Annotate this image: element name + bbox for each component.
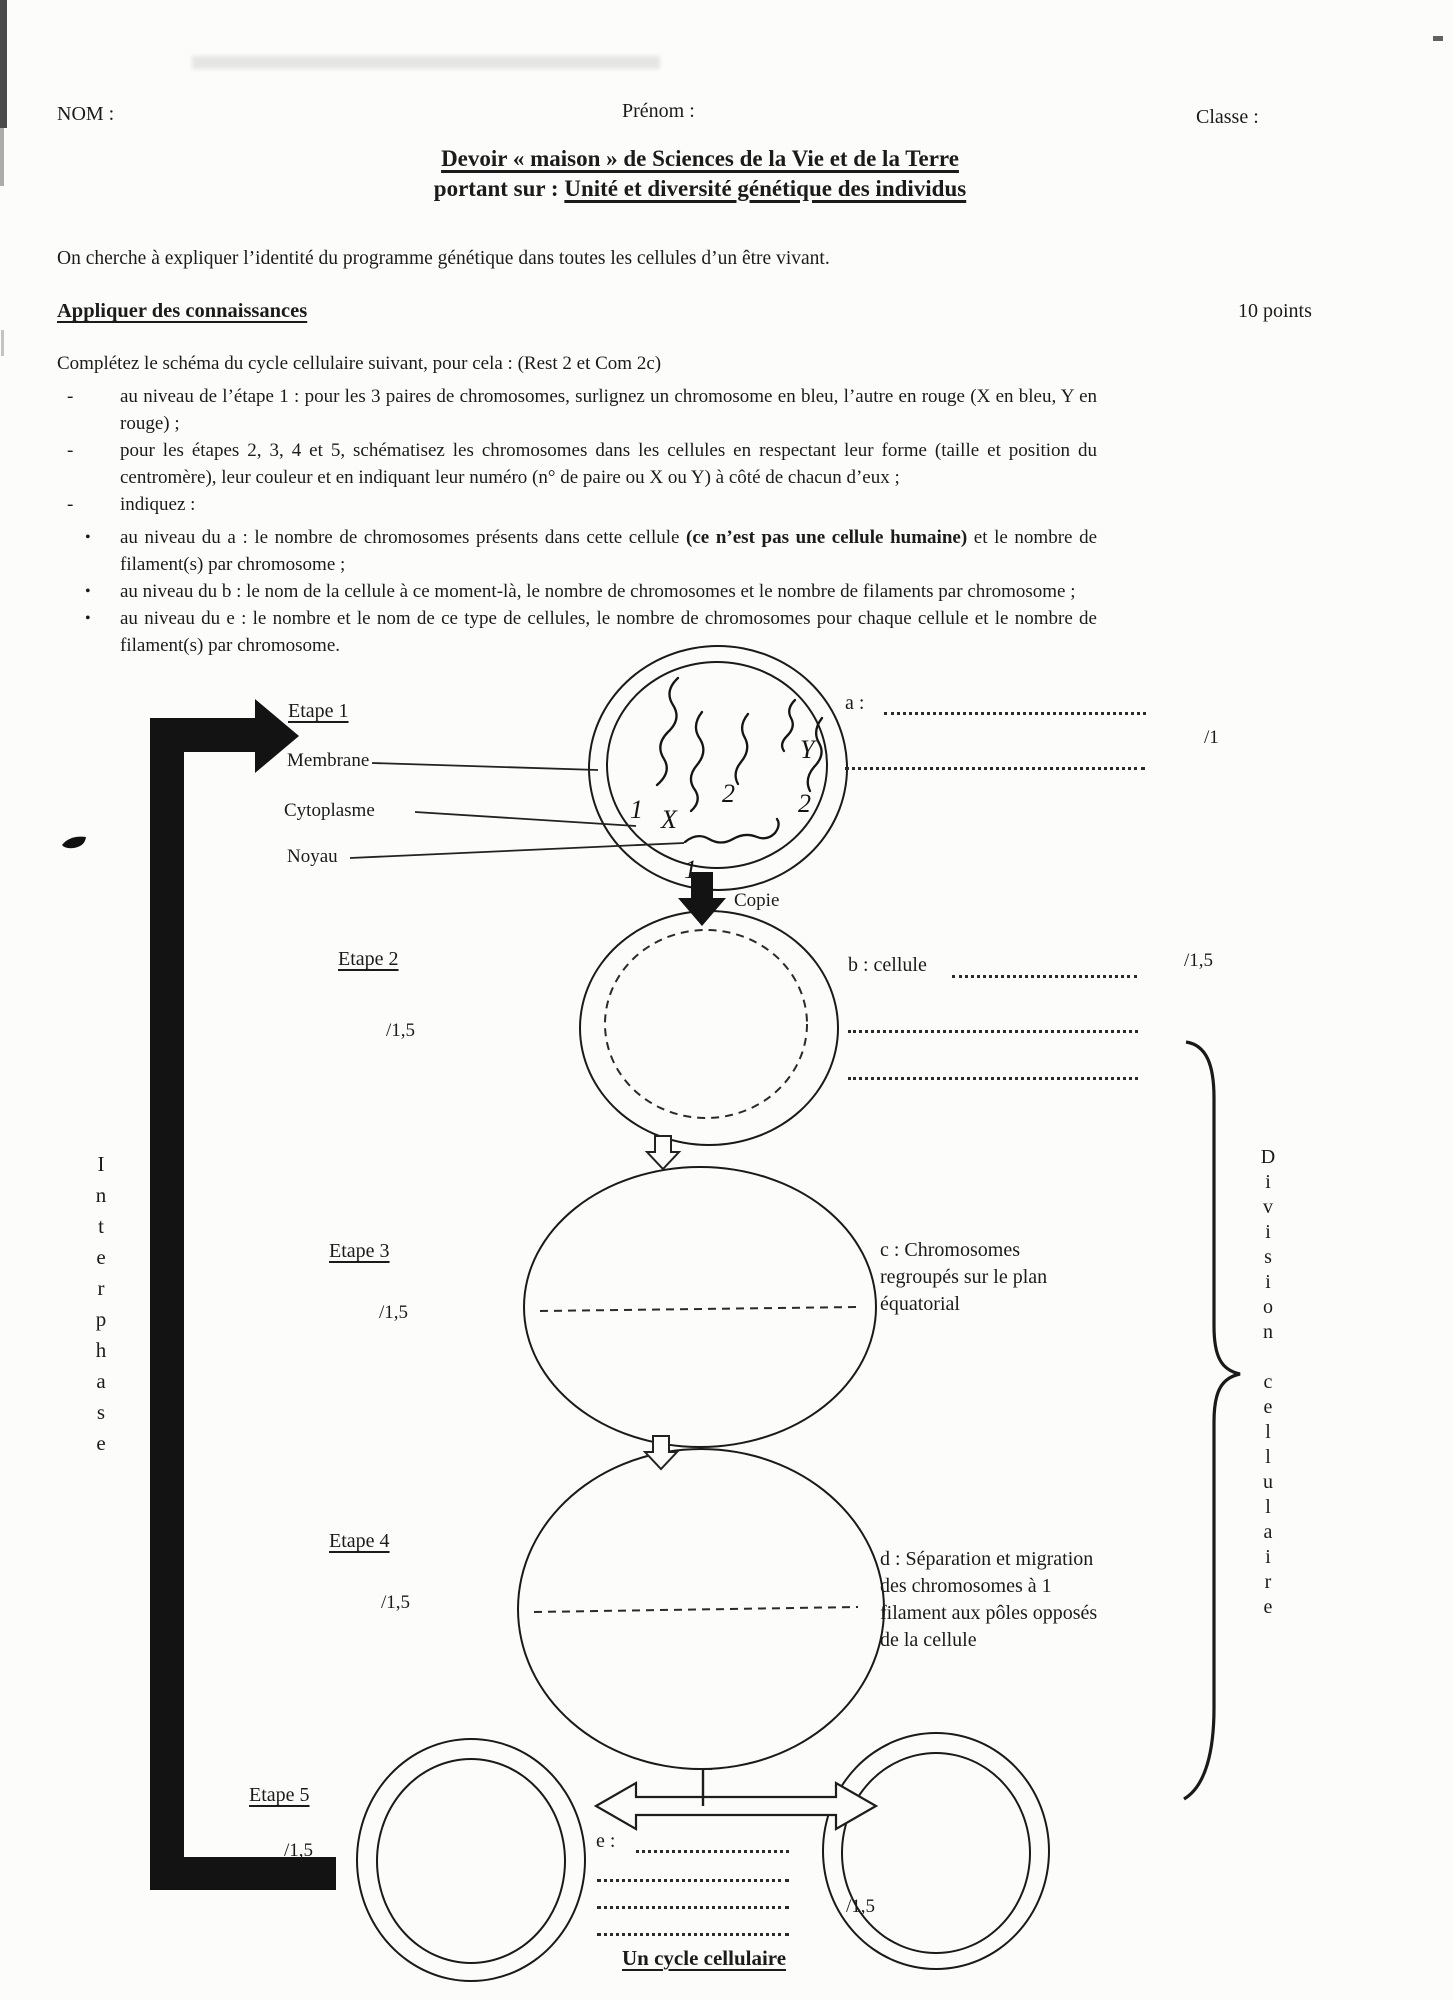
double-headed-arrow	[596, 1783, 876, 1829]
stage3-equatorial-plane	[540, 1307, 858, 1311]
membrane-leader-line	[372, 763, 598, 770]
stage1-chromosome-numbers	[630, 735, 817, 884]
instruction-text: au niveau du e : le nombre et le nom de ce type de cellules, le nombre de chromosomes pour chaque cellule et le nombre de filament(s) par chromosome.	[120, 608, 1097, 656]
bullet-marker: •	[85, 583, 91, 600]
title-line-1: Devoir « maison » de Sciences de la Vie et de la Terre	[441, 146, 959, 171]
intro-sentence: On cherche à expliquer l’identité du programme génétique dans toutes les cellules d’un être vivant.	[57, 248, 830, 269]
diagram-caption: Un cycle cellulaire	[622, 1946, 787, 1970]
answer-a-dotted-line	[845, 767, 1145, 770]
stage2-score: /1,5	[386, 1020, 416, 1041]
bullet-marker: •	[85, 610, 91, 627]
chromosome-number: X	[661, 805, 677, 834]
annotation-d-line: de la cellule	[880, 1629, 977, 1651]
answer-b-dotted-line	[952, 975, 1137, 978]
chromosome-number: 2	[798, 789, 811, 818]
cytoplasme-label: Cytoplasme	[284, 800, 375, 821]
chromosome-number: 1	[684, 855, 697, 884]
instruction-text: indiquez :	[120, 494, 196, 515]
stage4-equatorial-plane	[534, 1607, 858, 1612]
stage3-score: /1,5	[379, 1302, 409, 1323]
answer-e-dotted-line	[597, 1933, 789, 1936]
answer-a-dotted-line	[884, 712, 1146, 715]
answer-e-score: /1,5	[846, 1896, 876, 1917]
chromosome-number: Y	[800, 735, 815, 764]
dash-marker: -	[67, 386, 74, 407]
annotation-d-line: des chromosomes à 1	[880, 1575, 1052, 1597]
annotation-d-line: filament aux pôles opposés	[880, 1602, 1098, 1624]
answer-e-dotted-line	[636, 1850, 789, 1853]
stage4-label: Etape 4	[329, 1530, 390, 1552]
stage1-label: Etape 1	[288, 700, 349, 722]
instruction-text: au niveau du a : le nombre de chromosomes présents dans cette cellule (ce n’est pas une cellule humaine) et le nombre de filament(s) par chromosome ;	[120, 527, 1097, 575]
stage2-label: Etape 2	[338, 948, 399, 970]
section-heading: Appliquer des connaissances	[57, 300, 308, 322]
answer-b-label: b : cellule	[848, 954, 927, 976]
noyau-label: Noyau	[287, 846, 338, 867]
chromosome-number: 2	[722, 779, 735, 808]
interphase-label: Interphase	[89, 1152, 113, 1462]
answer-e-dotted-line	[597, 1906, 789, 1909]
annotation-c-line: équatorial	[880, 1293, 960, 1315]
answer-e-dotted-line	[597, 1879, 789, 1882]
stage5-score: /1,5	[284, 1840, 314, 1861]
down-arrow-icon	[647, 1136, 679, 1169]
answer-e-label: e :	[596, 1830, 616, 1852]
answer-a-score: /1	[1204, 727, 1219, 748]
annotation-d	[880, 1546, 1097, 1654]
division-brace	[1184, 1042, 1240, 1799]
instructions-lead: Complétez le schéma du cycle cellulaire suivant, pour cela : (Rest 2 et Com 2c)	[57, 353, 662, 374]
stage2-dashed-nucleus	[605, 930, 807, 1118]
instruction-text: au niveau de l’étape 1 : pour les 3 paires de chromosomes, surlignez un chromosome en bleu, l’autre en rouge (X en bleu, Y en rouge) ;	[120, 386, 1097, 434]
dash-marker: -	[67, 494, 74, 515]
membrane-label: Membrane	[287, 750, 370, 771]
prenom-label: Prénom :	[622, 100, 695, 122]
nom-label: NOM :	[57, 103, 115, 125]
stage3-label: Etape 3	[329, 1240, 390, 1262]
chromosome-squiggle	[657, 678, 678, 785]
dash-marker: -	[67, 440, 74, 461]
title-line-2-prefix: portant sur :	[433, 176, 565, 201]
answer-b-dotted-line	[848, 1030, 1138, 1033]
annotation-c-line: c : Chromosomes	[880, 1239, 1020, 1261]
noyau-leader-line	[350, 843, 684, 858]
answer-a-label: a :	[845, 692, 865, 714]
pen-mark-artifact	[62, 837, 86, 849]
down-arrow-icon	[645, 1436, 677, 1469]
instruction-text: au niveau du b : le nom de la cellule à ce moment-là, le nombre de chromosomes et le nombre de filaments par chromosome ;	[120, 581, 1076, 602]
classe-label: Classe :	[1196, 106, 1259, 128]
annotation-c	[880, 1237, 1047, 1318]
annotation-d-line: d : Séparation et migration	[880, 1548, 1094, 1570]
chromosome-squiggle	[685, 819, 779, 843]
cycle-return-arrow	[150, 699, 336, 1890]
chromosome-squiggle	[691, 712, 703, 811]
division-cellulaire-label: Division cellulaire	[1257, 1146, 1279, 1621]
chromosome-squiggle	[736, 714, 748, 784]
copie-label: Copie	[734, 890, 780, 911]
cytoplasme-leader-line	[415, 812, 636, 826]
stage5-label: Etape 5	[249, 1784, 310, 1806]
points-total: 10 points	[1238, 300, 1312, 322]
chromosome-number: 1	[630, 795, 643, 824]
bullet-marker: •	[85, 529, 91, 546]
annotation-c-line: regroupés sur le plan	[880, 1266, 1048, 1288]
chromosome-squiggle	[782, 700, 795, 751]
stage4-score: /1,5	[381, 1592, 411, 1613]
title-line-2-topic: Unité et diversité génétique des individus	[564, 176, 967, 201]
answer-b-score: /1,5	[1184, 950, 1214, 971]
instruction-text: pour les étapes 2, 3, 4 et 5, schématisez les chromosomes dans les cellules en respectant leur forme (taille et position du centromère), leur couleur et en indiquant leur numéro (n° de paire ou X ou Y) à côté de chacun d’eux ;	[120, 440, 1097, 488]
answer-b-dotted-line	[848, 1077, 1138, 1080]
